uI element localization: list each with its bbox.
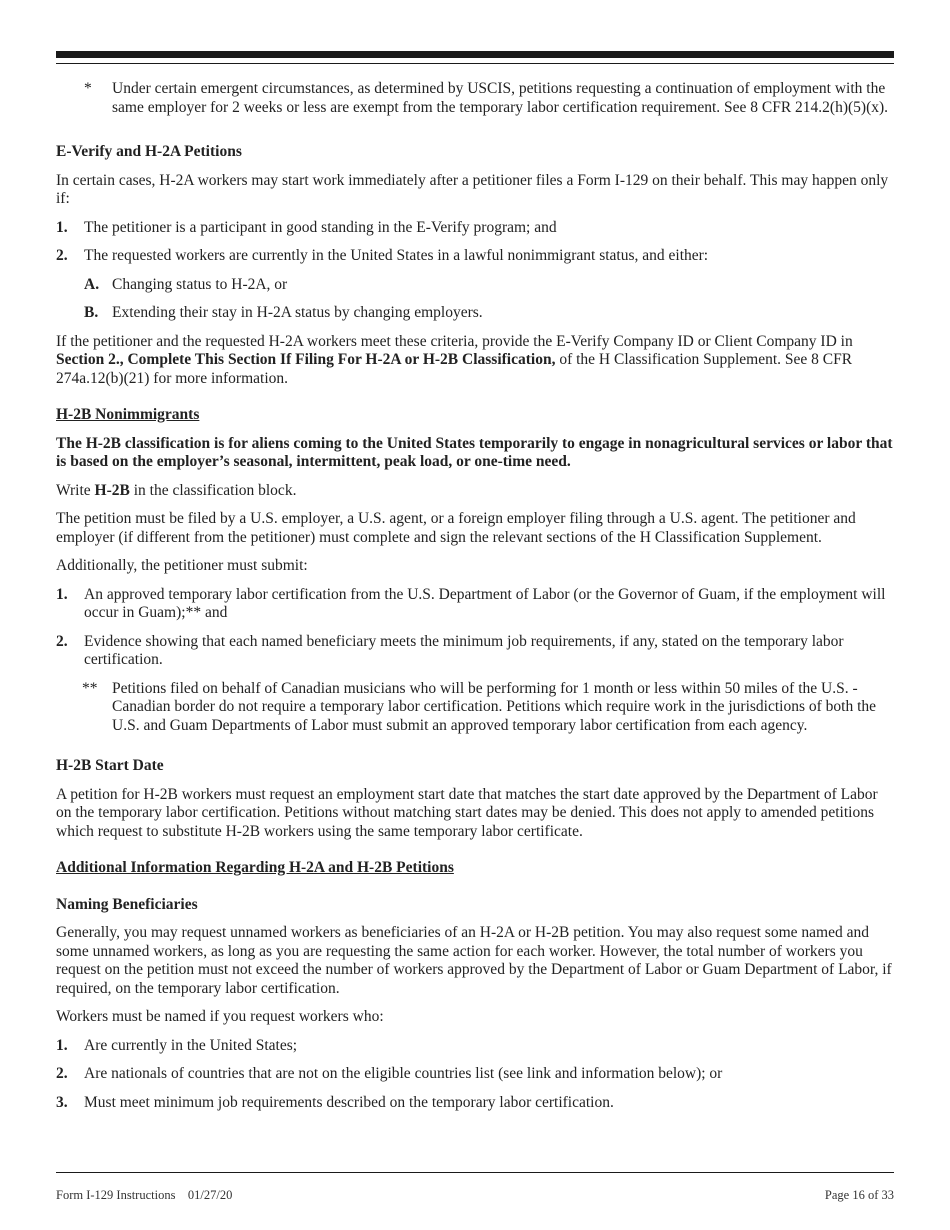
section-heading-everify: E-Verify and H-2A Petitions [56, 143, 242, 160]
list-item-text: Evidence showing that each named beneficiary meets the minimum job requirements, if any, stated on the temporary labor certification. [84, 632, 844, 668]
list-item [56, 1094, 896, 1113]
sub-list-item-letter: B. [84, 304, 99, 321]
list-item [56, 1037, 896, 1056]
list-item-number: 2. [56, 1065, 68, 1082]
footer-page-number: Page 16 of 33 [824, 1188, 894, 1202]
sub-list-item-text: Changing status to H-2A, or [112, 275, 288, 293]
h2b-write-bold: H-2B [94, 481, 130, 499]
section-heading-start-date: H-2B Start Date [56, 757, 164, 774]
workers-must-be-named: Workers must be named if you request workers who: [56, 1008, 384, 1025]
list-item [56, 1065, 896, 1084]
header-rule-thick [56, 51, 894, 58]
list-item-number: 2. [56, 247, 68, 264]
list-item-number: 1. [56, 585, 68, 603]
h2b-additionally: Additionally, the petitioner must submit: [56, 557, 308, 574]
list-item [56, 247, 896, 266]
list-item-text: Are nationals of countries that are not on the eligible countries list (see link and information below); or [84, 1065, 723, 1082]
everify-intro: In certain cases, H-2A workers may start work immediately after a petitioner files a Form I-129 on their behalf. This may happen only if: [56, 171, 889, 207]
footer-rule [56, 1172, 894, 1173]
list-item-number: 1. [56, 1036, 68, 1054]
h2b-write-pre: Write [56, 481, 95, 499]
naming-text: Generally, you may request unnamed workers as beneficiaries of an H-2A or H-2B petition. You may also request some named and some unnamed workers, as long as you are requesting the same action for each worker. However, the total number of workers you request on the petition must not exceed the number of workers approved by the Department of Labor or Guam Department of Labor, if required, on the temporary labor certification. [56, 924, 892, 997]
note-canadian-musicians [56, 680, 896, 736]
document-body [56, 80, 896, 1112]
footer-form-info: Form I-129 Instructions 01/27/20 [56, 1188, 233, 1202]
list-item-number: 2. [56, 632, 68, 650]
sub-list-item [56, 276, 896, 295]
everify-closing [56, 333, 896, 389]
note-asterisk: * [84, 80, 92, 97]
list-item-text: Are currently in the United States; [84, 1036, 298, 1054]
list-item [56, 633, 896, 670]
section-heading-additional-info: Additional Information Regarding H-2A and H-2B Petitions [56, 859, 454, 876]
list-item [56, 219, 896, 238]
sub-list-item [56, 304, 896, 323]
everify-closing-pre: If the petitioner and the requested H-2A workers meet these criteria, provide the E-Verify Company ID or Client Company ID in [56, 332, 853, 350]
note-text: Under certain emergent circumstances, as determined by USCIS, petitions requesting a continuation of employment with the same employer for 2 weeks or less are exempt from the temporary labor certification requirement. See 8 CFR 214.2(h)(5)(x). [112, 80, 889, 116]
note-emergent-circumstances [56, 80, 896, 117]
list-item-text: The petitioner is a participant in good standing in the E-Verify program; and [84, 218, 557, 236]
list-item-number: 3. [56, 1093, 68, 1111]
list-item-number: 1. [56, 218, 68, 236]
list-item-text: Must meet minimum job requirements described on the temporary labor certification. [84, 1093, 614, 1111]
h2b-petition-text: The petition must be filed by a U.S. employer, a U.S. agent, or a foreign employer filing through a U.S. agent. The petitioner and employer (if different from the petitioner) must complete and sign the relevant sections of the H Classification Supplement. [56, 510, 856, 546]
list-item [56, 586, 896, 623]
list-item-text: An approved temporary labor certification from the U.S. Department of Labor (or the Governor of Guam, if the employment will occur in Guam);** and [84, 585, 886, 621]
h2b-write-post: in the classification block. [129, 481, 297, 499]
header-rule-thin [56, 63, 894, 64]
section-heading-h2b: H-2B Nonimmigrants [56, 406, 200, 423]
note-asterisks: ** [82, 679, 98, 697]
start-date-text: A petition for H-2B workers must request an employment start date that matches the start date approved by the Department of Labor on the temporary labor certification. Petitions without matching start dates may be denied. This does not apply to amended petitions which request to substitute H-2B workers using the same temporary labor certificate. [56, 785, 878, 840]
sub-list-item-text: Extending their stay in H-2A status by changing employers. [112, 304, 483, 321]
list-item-text: The requested workers are currently in the United States in a lawful nonimmigrant status, and either: [84, 247, 709, 264]
subheading-naming-beneficiaries: Naming Beneficiaries [56, 895, 198, 913]
everify-closing-post: of the H Classification Supplement. See 8 CFR 274a.12(b)(21) for more information. [56, 351, 853, 387]
h2b-bold-intro: The H-2B classification is for aliens coming to the United States temporarily to engage in nonagricultural services or labor that is based on the employer’s seasonal, intermittent, peak load, or one-time need. [56, 434, 893, 470]
note-text: Petitions filed on behalf of Canadian musicians who will be performing for 1 month or less within 50 miles of the U.S. - Canadian border do not require a temporary labor certification. Petitions which require work in the jurisdictions of both the U.S. and Guam Departments of Labor must submit an approved temporary labor certification from each agency. [112, 679, 877, 734]
h2b-write-instruction [56, 482, 896, 501]
sub-list-item-letter: A. [84, 275, 100, 293]
everify-closing-section-ref: Section 2., Complete This Section If Filing For H-2A or H-2B Classification, [56, 351, 556, 368]
